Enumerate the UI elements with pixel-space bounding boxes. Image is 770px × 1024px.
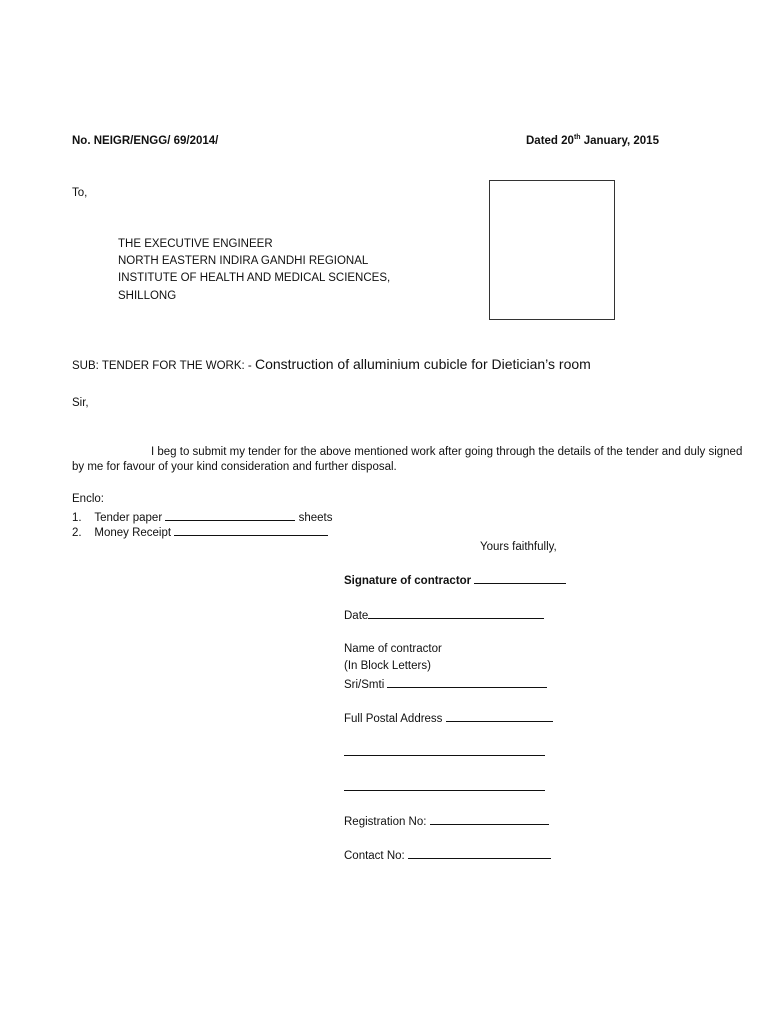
signature-blank[interactable] [474,572,566,584]
enclosure-suffix: sheets [298,512,333,524]
addressee-line: SHILLONG [118,290,177,302]
enclosure-item [72,524,328,540]
date-prefix: Dated 20 [526,135,574,147]
photo-box [489,180,615,320]
date-row [344,607,544,623]
date-ordinal: th [573,134,581,142]
sri-smti-label: Sri/Smti [344,679,385,691]
enclosure-number: 1. [72,512,82,524]
postal-address-line-2[interactable] [344,755,545,756]
addressee-line: INSTITUTE OF HEALTH AND MEDICAL SCIENCES, [118,272,391,284]
yours-faithfully: Yours faithfully, [480,541,557,553]
body-paragraph-line: by me for favour of your kind consideration and further disposal. [72,461,397,473]
subject-title: Construction of alluminium cubicle for Dietician’s room [254,356,591,372]
body-paragraph-line: I beg to submit my tender for the above mentioned work after going through the details of the tender and duly signed [151,446,743,458]
registration-blank[interactable] [430,813,549,825]
salutation-to: To, [72,187,88,199]
contact-blank[interactable] [408,847,551,859]
addressee-line: NORTH EASTERN INDIRA GANDHI REGIONAL [118,255,369,267]
contractor-name-blank[interactable] [387,676,547,688]
contractor-name-row [344,676,547,692]
registration-row [344,813,549,829]
date-suffix: January, 2015 [580,135,659,147]
postal-address-blank[interactable] [446,710,553,722]
enclosure-number: 2. [72,527,82,539]
money-receipt-blank[interactable] [174,524,328,536]
subject-prefix: SUB: TENDER FOR THE WORK: - [72,360,255,372]
signature-label: Signature of contractor [344,575,472,587]
salutation-sir: Sir, [72,397,89,409]
enclosures-heading: Enclo: [72,493,104,505]
reference-number: No. NEIGR/ENGG/ 69/2014/ [72,135,219,147]
subject-line [72,357,591,373]
document-date [526,134,659,148]
contact-row [344,847,551,863]
date-label: Date [344,610,369,622]
enclosure-label: Money Receipt [94,527,172,539]
enclosure-label: Tender paper [94,512,163,524]
signature-row [344,572,566,588]
date-blank[interactable] [368,607,544,619]
tender-paper-blank[interactable] [165,509,295,521]
postal-address-row [344,710,553,726]
addressee-line: THE EXECUTIVE ENGINEER [118,238,273,250]
block-letters-note: (In Block Letters) [344,660,431,672]
enclosure-item [72,509,332,525]
contractor-name-label: Name of contractor [344,643,442,655]
postal-address-label: Full Postal Address [344,713,443,725]
postal-address-line-3[interactable] [344,790,545,791]
registration-label: Registration No: [344,816,427,828]
contact-label: Contact No: [344,850,405,862]
